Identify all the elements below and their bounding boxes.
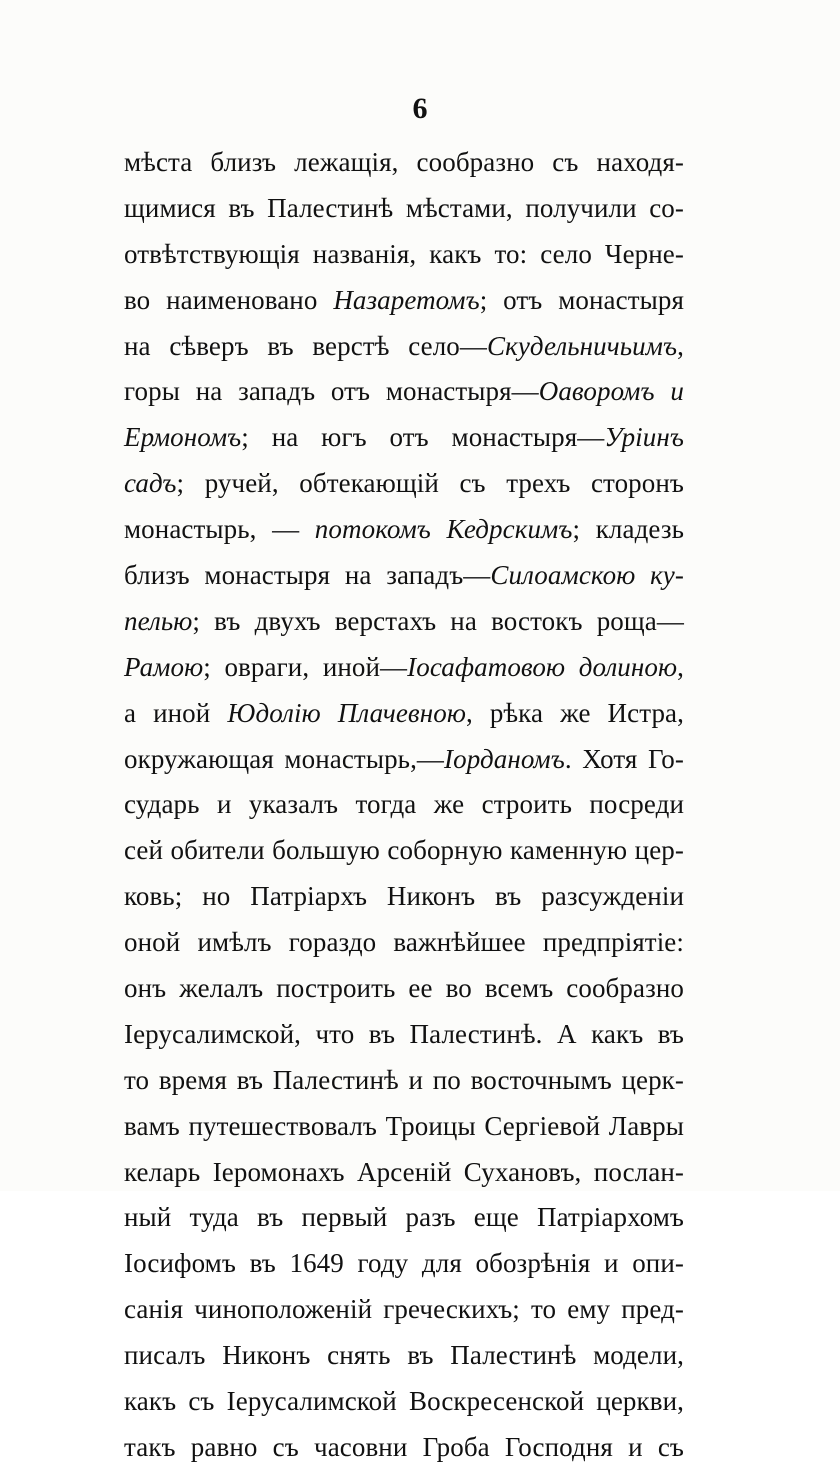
text-line-24: ный туда въ первый разъ еще Патріархомъ	[124, 1202, 684, 1233]
text-line-27: писалъ Никонъ снять въ Палестинѣ модели,	[124, 1340, 684, 1371]
text-line-4: во наименовано Назаретомъ; отъ монастыря	[124, 284, 684, 315]
text-line-13: а иной Юдолію Плачевною, рѣка же Истра,	[124, 697, 684, 728]
text-line-18: оной имѣлъ гораздо важнѣйшее предпріятіе:	[124, 927, 684, 958]
text-line-29: такъ равно съ часовни Гроба Господня и съ	[124, 1431, 684, 1462]
text-line-14: окружающая монастырь,—Іорданомъ. Хотя Го-	[124, 743, 684, 774]
text-line-15: сударь и указалъ тогда же строить посреди	[124, 789, 684, 820]
text-line-6: горы на западъ отъ монастыря—Оаворомъ и	[124, 376, 684, 407]
text-line-19: онъ желалъ построить ее во всемъ сообразно	[124, 973, 684, 1004]
text-line-12: Рамою; овраги, иной—Іосафатовою долиною,	[124, 651, 685, 682]
text-line-9: монастырь, — потокомъ Кедрскимъ; кладезь	[124, 514, 684, 545]
text-line-28: какъ съ Іерусалимской Воскресенской церкви,	[124, 1386, 684, 1417]
text-line-11: пелью; въ двухъ верстахъ на востокъ роща—	[124, 605, 684, 636]
text-line-3: отвѣтствующія названія, какъ то: село Черне-	[124, 238, 684, 269]
text-line-8: садъ; ручей, обтекающій съ трехъ сторонъ	[124, 468, 684, 499]
text-line-23: келарь Іеромонахъ Арсеній Сухановъ, послан-	[124, 1156, 684, 1187]
text-line-5: на сѣверъ въ верстѣ село—Скудельничьимъ,	[124, 330, 684, 361]
text-line-10: близъ монастыря на западъ—Силоамскою ку-	[124, 560, 684, 591]
page-number: 6	[412, 92, 428, 125]
text-line-7: Ермономъ; на югъ отъ монастыря—Урiинъ	[124, 422, 684, 453]
text-line-20: Іерусалимской, что въ Палестинѣ. А какъ въ	[124, 1018, 684, 1049]
text-line-25: Іосифомъ въ 1649 году для обозрѣнія и опи-	[124, 1248, 684, 1279]
text-line-22: вамъ путешествовалъ Троицы Сергіевой Лавры	[124, 1110, 684, 1141]
text-line-17: ковь; но Патріархъ Никонъ въ разсужденіи	[124, 881, 684, 912]
text-line-2: щимися въ Палестинѣ мѣстами, получили со-	[124, 192, 684, 223]
text-line-16: сей обители большую соборную каменную цер-	[124, 835, 684, 866]
text-line-21: то время въ Палестинѣ и по восточнымъ церк-	[124, 1064, 684, 1095]
body-text	[124, 140, 684, 1471]
text-line-1: мѣста близъ лежащія, сообразно съ находя-	[124, 147, 684, 177]
text-line-26: санія чиноположеній греческихъ; то ему пред-	[124, 1294, 684, 1325]
